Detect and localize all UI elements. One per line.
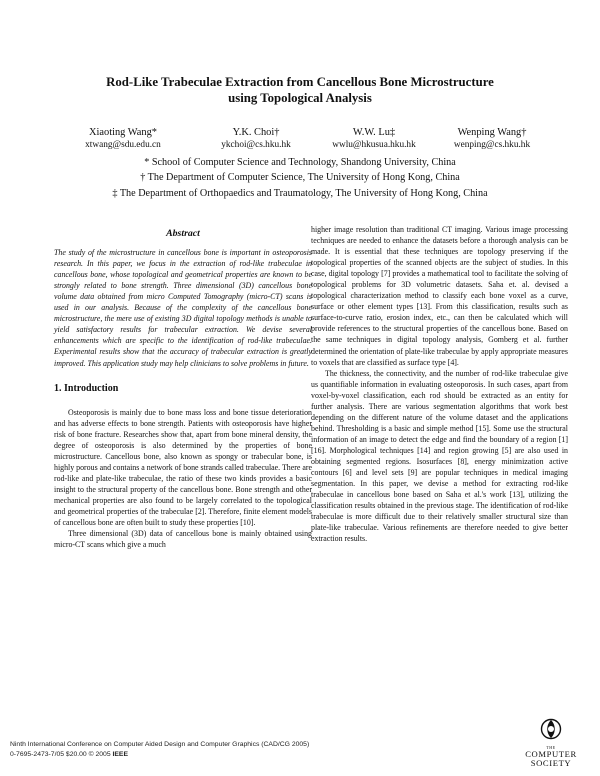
- abstract-text: The study of the microstructure in cancellous bone is important in osteoporosis research. In this paper, we focus in the extraction of rod-like trabeculae in cancellous bone, whose topological and geometrical properties are known to be strongly related to bone strength. Three dimensional (3D) cancellous bone volume data obtained from micro Computed Tomography (micro-CT) scans is used in our analysis. Because of the complexity of the cancellous bone microstructure, the mere use of existing 3D digital topology methods is unable to yield satisfactory results for trabecular extraction. We devise several enhancements which are specific to the identification of rod-like trabeculae. Experimental results show that the accuracy of trabecular extraction is greatly improved. This application study may help clinicians to solve problems in future.: [54, 248, 312, 368]
- author-email: wwlu@hkusua.hku.hk: [332, 140, 416, 150]
- isbn-text: 0-7695-2473-7/05 $20.00 © 2005: [10, 751, 111, 758]
- section-heading: 1. Introduction: [54, 382, 119, 394]
- author-name: Xiaoting Wang*: [89, 127, 157, 138]
- author-emails: [40, 140, 560, 150]
- computer-society-emblem-icon: [540, 718, 562, 740]
- author-email: wenping@cs.hku.hk: [453, 140, 531, 150]
- logo-the: THE: [546, 745, 556, 750]
- affiliation: ‡ The Department of Orthopaedics and Traumatology, The University of Hong Kong, China: [112, 188, 488, 199]
- author-email: ykchoi@cs.hku.hk: [221, 140, 291, 150]
- logo-line-2: SOCIETY: [530, 758, 572, 768]
- conference-line: Ninth International Conference on Computer Aided Design and Computer Graphics (CAD/CG 2005): [10, 741, 310, 748]
- author-block: [40, 127, 560, 150]
- title-line-1: Rod-Like Trabeculae Extraction from Cancellous Bone Microstructure: [106, 75, 494, 89]
- left-column: [54, 228, 312, 550]
- author-name: Y.K. Choi†: [232, 127, 280, 138]
- author-name: Wenping Wang†: [457, 127, 527, 138]
- right-column: [311, 224, 568, 544]
- affiliation: * School of Computer Science and Technology, Shandong University, China: [144, 157, 456, 168]
- abstract-heading: Abstract: [166, 228, 200, 239]
- body-paragraph: Three dimensional (3D) data of cancellous bone is mainly obtained using micro-CT scans which give a much: [54, 529, 312, 550]
- page-footer: [10, 740, 309, 760]
- title-line-2: using Topological Analysis: [228, 91, 372, 105]
- logo-line-1: COMPUTER: [525, 749, 577, 759]
- computer-society-logo: [516, 718, 586, 768]
- body-paragraph: The thickness, the connectivity, and the number of rod-like trabeculae give us quantifiable information in evaluating osteoporosis. In such cases, apart from voxel-by-voxel classification, each rod should be extracted as an entity for further analysis. There are various segmentation algorithms that work best depending on the different nature of the volume dataset and the applications behind. Thresholding is a basic and simple method [15]. Some use the structural information of an image to detect the edge and find the boundary of a region [1][16]. Morphological techniques [14] and region growing [5] are also used in obtaining segmented regions. Isosurfaces [8], energy minimization active contours [6] and level sets [9] are popular techniques in medical imaging segmentation. In this paper, we devise a method for extracting rod-like trabeculae in cancellous bone based on Saha et al.'s work [13], utilizing the classification results obtained in the previous stage. The identification of rod-like trabeculae is more difficult due to their relatively smaller structural size than plate-like trabeculae. Various refinements are therefore needed to give better extraction results.: [311, 368, 568, 544]
- paper-title: [40, 74, 560, 106]
- body-paragraph: higher image resolution than traditional CT imaging. Various image processing techniques are needed to enhance the datasets before a thorough analysis can be made. It is essential that these techniques are topology preserving if the topological properties of the scanned objects are the subject of studies. In this case, digital topology [7] provides a mathematical tool to facilitate the solving of topological problems for 3D volumetric datasets. Saha et. al. devised a topological characterization method to classify each bone voxel as a curve, surface or other element types [13]. From this classification, results such as surface-to-curve ratio, erosion index, etc., can then be calculated which will provide references to the structural properties of the cancellous bone. Based on the same techniques in digital topology analysis, Gomberg et al. further determined the orientation of plate-like trabeculae by apply appropriate measures to voxels that are classified as surface type [4].: [311, 225, 568, 367]
- author-names: [40, 127, 560, 138]
- affiliation: † The Department of Computer Science, The University of Hong Kong, China: [140, 172, 460, 183]
- author-name: W.W. Lu‡: [352, 127, 396, 138]
- ieee-label: IEEE: [112, 751, 129, 758]
- author-email: xtwang@sdu.edu.cn: [85, 140, 161, 150]
- body-paragraph: Osteoporosis is mainly due to bone mass loss and bone tissue deterioration and has adverse effects to bone strength. Patients with osteoporosis have higher risk of bone fracture. Researches show that, apart from bone mineral density, the degree of osteoporosis is also determined by the properties of bone microstructure. Cancellous bone, also known as spongy or trabecular bone, is highly porous and contains a network of bone strands called trabeculae. There are rod-like and plate-like trabeculae, the ratio of these two kinds provides a basic insight to the structural property of the cancellous bone. Bone strength and other mechanical properties are also found to be largely correlated to the topological and geometrical properties of the trabeculae [2]. Therefore, finite element models of cancellous bone are often built to study these properties [10].: [54, 407, 312, 528]
- copyright-line: [10, 750, 309, 760]
